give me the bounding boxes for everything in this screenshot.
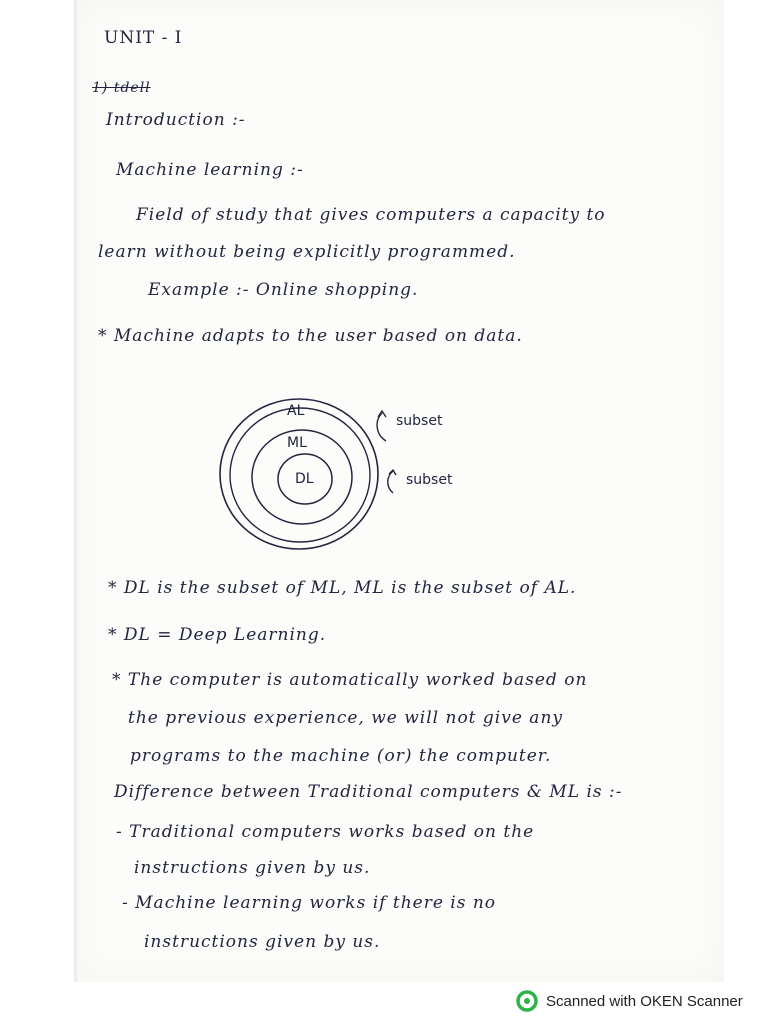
traditional-line-2: instructions given by us.: [134, 858, 371, 878]
automatic-line-2: the previous experience, we will not give any: [128, 708, 563, 728]
unit-heading: UNIT - I: [104, 28, 183, 48]
ml-label: ML: [287, 435, 307, 451]
scanner-watermark-text: Scanned with OKEN Scanner: [546, 992, 743, 1010]
page-fold-shadow: [74, 0, 80, 982]
automatic-line-1: * The computer is automatically worked based on: [112, 670, 588, 690]
automatic-line-3: programs to the machine (or) the computer.: [130, 746, 552, 766]
traditional-line-1: - Traditional computers works based on the: [116, 822, 535, 842]
dl-label: DL: [295, 471, 314, 487]
difference-heading: Difference between Traditional computers & ML is :-: [114, 782, 623, 802]
dl-subset-line: * DL is the subset of ML, ML is the subset of AL.: [108, 578, 577, 598]
struck-out-text: 1) tdell: [92, 80, 151, 96]
subset-label-2: subset: [406, 472, 453, 488]
nested-circles-diagram: [210, 395, 510, 555]
subset-arrow-2: [388, 471, 393, 493]
ml-works-line-1: - Machine learning works if there is no: [122, 893, 497, 913]
adapts-line: * Machine adapts to the user based on data.: [98, 326, 523, 346]
example-line: Example :- Online shopping.: [148, 280, 419, 300]
definition-line-1: Field of study that gives computers a capacity to: [136, 205, 606, 225]
definition-line-2: learn without being explicitly programmed.: [98, 242, 516, 262]
ml-works-line-2: instructions given by us.: [144, 932, 381, 952]
ml-heading: Machine learning :-: [116, 160, 304, 180]
dl-definition-line: * DL = Deep Learning.: [108, 625, 327, 645]
subset-label-1: subset: [396, 413, 443, 429]
scanner-logo-icon: [516, 990, 538, 1012]
introduction-heading: Introduction :-: [106, 110, 246, 130]
scanner-watermark: [516, 988, 743, 1014]
al-label: AL: [287, 403, 305, 419]
